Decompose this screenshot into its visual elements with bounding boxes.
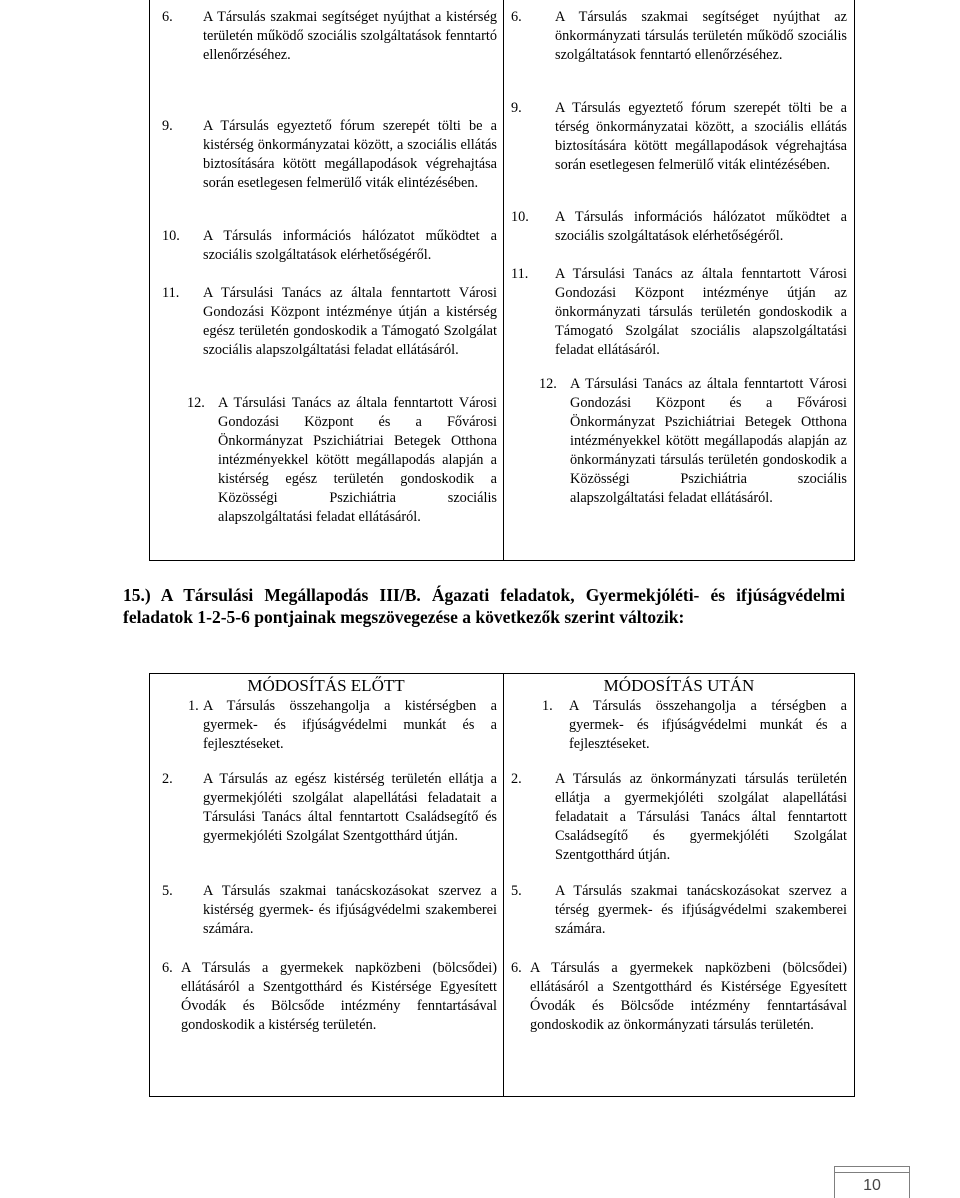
item-text: A Társulás információs hálózatot működtet a szociális szolgáltatások elérhetőségéről. — [555, 209, 847, 244]
item-text: A Társulási Tanács az általa fenntartott Városi Gondozási Központ és a Fővárosi Önkormányzat Pszichiátriai Betegek Otthona intézményekkel kötött megállapodás alapján az önkormányzati társulás területén gondoskodik a Közösségi Pszichiátria szociális alapszolgáltatási feladat ellátásáról. — [570, 376, 847, 506]
item-text: A Társulás összehangolja a kistérségben a gyermek- és ifjúságvédelmi munkát és a fejlesztéseket. — [203, 698, 497, 752]
page-number: 10 — [863, 1177, 881, 1194]
item-text: A Társulási Tanács az általa fenntartott Városi Gondozási Központ és a Fővárosi Önkormányzat Pszichiátriai Betegek Otthona intézményekkel kötött megállapodás alapján a kistérség egész területén gondoskodik a Közösségi Pszichiátria szociális alapszolgáltatási feladat ellátásáról. — [218, 395, 497, 525]
item-number: 1. — [188, 698, 199, 714]
item-number: 9. — [511, 100, 522, 116]
item-number: 6. — [162, 9, 173, 25]
item-text: A Társulás információs hálózatot működtet a szociális szolgáltatások elérhetőségéről. — [203, 228, 497, 263]
item-number: 12. — [539, 376, 557, 392]
item-text: A Társulás szakmai tanácskozásokat szervez a térség gyermek- és ifjúságvédelmi szakemberei számára. — [555, 883, 847, 937]
item-number: 5. — [511, 883, 522, 899]
column-header-before: MÓDOSÍTÁS ELŐTT — [247, 676, 405, 695]
item-text: A Társulás az önkormányzati társulás területén ellátja a gyermekjóléti szolgálat alapellátási feladatait a Társulási Tanács által fenntartott Családsegítő és gyermekjóléti Szolgálat Szentgotthárd útján. — [555, 771, 847, 863]
item-text: A Társulás az egész kistérség területén ellátja a gyermekjóléti szolgálat alapellátási feladatait a Társulási Tanács által fenntartott Családsegítő és gyermekjóléti Szolgálat Szentgotthárd útján. — [203, 771, 497, 844]
item-text: A Társulás a gyermekek napközbeni (bölcsődei) ellátásáról a Szentgotthárd és Kistérsége Egyesített Óvodák és Bölcsőde intézmény fenntartásával gondoskodik az önkormányzati társulás területén. — [530, 960, 847, 1033]
item-text: A Társulás egyeztető fórum szerepét tölti be a térség önkormányzatai között, a szociális ellátás biztosítására kötött megállapodások végrehajtása során esetlegesen felmerülő viták elintézésében. — [555, 100, 847, 173]
item-text: A Társulás szakmai segítséget nyújthat a kistérség területén működő szociális szolgáltatások fenntartó ellenőrzéséhez. — [203, 9, 497, 63]
item-number: 6. — [511, 960, 522, 976]
item-number: 5. — [162, 883, 173, 899]
item-number: 10. — [511, 209, 529, 225]
page-number-box — [834, 1172, 910, 1198]
item-number: 6. — [511, 9, 522, 25]
item-number: 11. — [511, 266, 529, 282]
item-number: 11. — [162, 285, 180, 301]
item-text: A Társulás egyeztető fórum szerepét tölti be a kistérség önkormányzatai között, a szociális ellátás biztosítására kötött megállapodások végrehajtása során esetlegesen felmerülő viták elintézésében. — [203, 118, 497, 191]
item-number: 1. — [542, 698, 553, 714]
item-text: A Társulás összehangolja a térségben a gyermek- és ifjúságvédelmi munkát és a fejlesztéseket. — [569, 698, 847, 752]
item-number: 6. — [162, 960, 173, 976]
column-header-after: MÓDOSÍTÁS UTÁN — [603, 676, 755, 695]
item-number: 2. — [511, 771, 522, 787]
item-number: 9. — [162, 118, 173, 134]
item-text: A Társulás szakmai segítséget nyújthat az önkormányzati társulás területén működő szociális szolgáltatások fenntartó ellenőrzéséhez. — [555, 9, 847, 63]
item-number: 2. — [162, 771, 173, 787]
section-heading: 15.) A Társulási Megállapodás III/B. Ágazati feladatok, Gyermekjóléti- és ifjúságvédelmi feladatok 1-2-5-6 pontjainak megszövegezése a következők szerint változik: — [123, 585, 845, 627]
item-number: 12. — [187, 395, 205, 411]
item-number: 10. — [162, 228, 180, 244]
item-text: A Társulási Tanács az általa fenntartott Városi Gondozási Központ intézménye útján a kistérség egész területén gondoskodik a Támogató Szolgálat szociális alapszolgáltatási feladat ellátásáról. — [203, 285, 497, 358]
item-text: A Társulás szakmai tanácskozásokat szervez a kistérség gyermek- és ifjúságvédelmi szakemberei számára. — [203, 883, 497, 937]
item-text: A Társulás a gyermekek napközbeni (bölcsődei) ellátásáról a Szentgotthárd és Kistérsége Egyesített Óvodák és Bölcsőde intézmény fenntartásával gondoskodik a kistérség területén. — [181, 960, 497, 1033]
item-text: A Társulási Tanács az általa fenntartott Városi Gondozási Központ intézménye útján az önkormányzati társulás területén gondoskodik a Támogató Szolgálat szociális alapszolgáltatási feladat ellátásáról. — [555, 266, 847, 358]
